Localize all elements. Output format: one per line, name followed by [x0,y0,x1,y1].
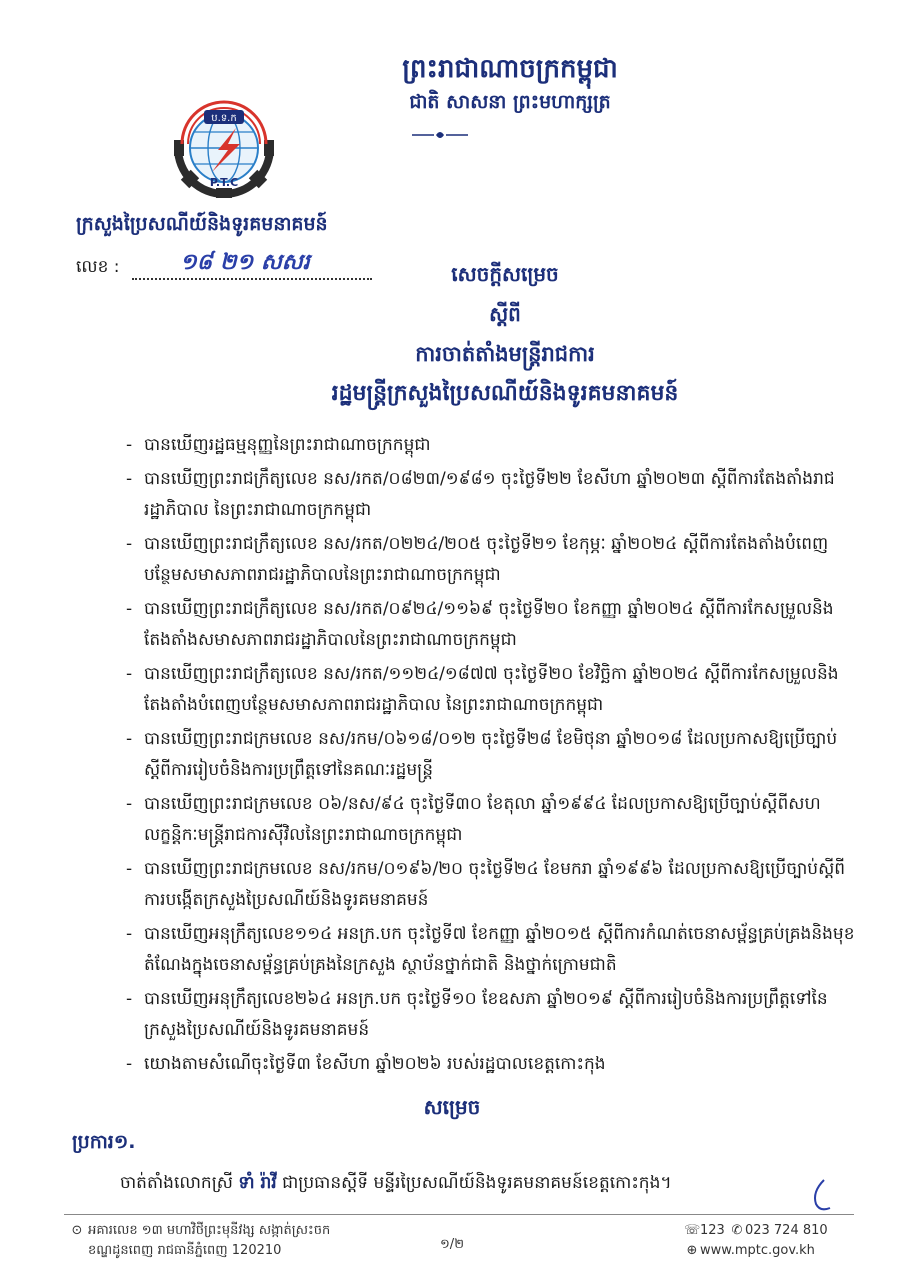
hotline-number: 123 [700,1223,725,1238]
divider-ornament [410,128,470,142]
list-item: - បានឃើញព្រះរាជក្រឹត្យលេខ នស/រកត/០២២៤/២០៥ ចុះថ្ងៃទី២១ ខែកុម្ភៈ ឆ្នាំ២០២៤ ស្តីពីការតែងតាំងបំពេញបន្ថែមសមាសភាពរាជរដ្ឋាភិបាលនៃព្រះរាជាណាចក្រកម្ពុជា [124,529,864,591]
number-label: លេខ : [76,257,120,277]
list-item: - បានឃើញអនុក្រឹត្យលេខ១១៤ អនក្រ.បក ចុះថ្ងៃទី៧ ខែកញ្ញា ឆ្នាំ២០១៥ ស្តីពីការកំណត់ចេនាសម្ព័ន្ធគ្រប់គ្រងនិងមុខតំណែងក្នុងចេនាសម្ព័ន្ធគ្រប់គ្រងនៃក្រសួង ស្ថាប័នថ្នាក់ជាតិ និងថ្នាក់ក្រោមជាតិ [124,919,864,981]
title-line-1: សេចក្តីសម្រេច [451,262,559,286]
address-line-1: អគារលេខ ១៣ មហាវិថីព្រះមុនីវង្ស សង្កាត់ស្រះចក [88,1223,331,1238]
logo-top-text: ប.ទ.ក [211,113,237,124]
title-line-3: ការចាត់តាំងមន្ត្រីរាជការ [415,342,595,366]
number-handwritten: ១៨ ២១ សសរ [180,250,310,275]
article-text-after: ជាប្រធានស្តីទី មន្ទីរប្រៃសណីយ៍និងទូរគមនាគមន៍ខេត្តកោះកុង។ [282,1173,672,1193]
list-item: - បានឃើញព្រះរាជក្រឹត្យលេខ នស/រកត/០៩២៤/១១៦៩ ចុះថ្ងៃទី២០ ខែកញ្ញា ឆ្នាំ២០២៤ ស្តីពីការកែសម្រួលនិងតែងតាំងសមាសភាពរាជរដ្ឋាភិបាលនៃព្រះរាជាណាចក្រកម្ពុជា [124,594,864,656]
page-number: ១/២ [439,1237,465,1252]
handwritten-mark-icon [808,1178,834,1214]
kingdom-title: ព្រះរាជាណាចក្រកម្ពុជា [402,54,618,84]
list-item: - បានឃើញព្រះរាជក្រឹត្យលេខ នស/រកត/១១២៤/១៨៧៧ ចុះថ្ងៃទី២០ ខែវិច្ឆិកា ឆ្នាំ២០២៤ ស្តីពីការកែសម្រួលនិងតែងតាំងបំពេញបន្ថែមសមាសភាពរាជរដ្ឋាភិបាល នៃព្រះរាជាណាចក្រកម្ពុជា [124,659,864,721]
list-item: - បានឃើញរដ្ឋធម្មនុញ្ញនៃព្រះរាជាណាចក្រកម្ពុជា [124,430,864,461]
list-item: - បានឃើញព្រះរាជក្រមលេខ ០៦/នស/៩៤ ចុះថ្ងៃទី៣០ ខែតុលា ឆ្នាំ១៩៩៤ ដែលប្រកាសឱ្យប្រើច្បាប់ស្តីពីសហលក្ខន្តិកៈមន្ត្រីរាជការស៊ីវិលនៃព្រះរាជាណាចក្រកម្ពុជា [124,789,864,851]
logo-bottom-text: P.T.C [209,176,239,189]
appointee-name: ទាំ រ៉ាវី [238,1173,277,1193]
phone-icon: ✆ [731,1223,743,1238]
considerations-list [124,430,864,1083]
globe-icon: ⊕ [686,1243,698,1258]
location-pin-icon: ⊙ [71,1223,83,1238]
article-title: ប្រការ១. [72,1131,136,1153]
address-line-2: ខណ្ឌដូនពេញ រាជធានីភ្នំពេញ 120210 [88,1243,282,1258]
footer-divider [64,1214,854,1215]
hotline-icon: ☏ [684,1223,701,1238]
list-item: - បានឃើញព្រះរាជក្រឹត្យលេខ នស/រកត/០៨២៣/១៩៨១ ចុះថ្ងៃទី២២ ខែសីហា ឆ្នាំ២០២៣ ស្តីពីការតែងតាំងរាជរដ្ឋាភិបាល នៃព្រះរាជាណាចក្រកម្ពុជា [124,464,864,526]
national-motto: ជាតិ សាសនា ព្រះមហាក្សត្រ [409,91,611,113]
article-body [120,1168,810,1198]
decision-title-block [260,254,750,414]
ministry-name: ក្រសួងប្រៃសណីយ៍និងទូរគមនាគមន៍ [76,213,328,235]
decision-heading: សម្រេច [423,1095,481,1119]
website-link[interactable]: www.mptc.gov.kh [700,1243,815,1258]
kingdom-header [250,52,770,116]
list-item: - បានឃើញអនុក្រឹត្យលេខ២៦៤ អនក្រ.បក ចុះថ្ងៃទី១០ ខែឧសភា ឆ្នាំ២០១៩ ស្តីពីការរៀបចំនិងការប្រព្រឹត្តទៅនៃក្រសួងប្រៃសណីយ៍និងទូរគមនាគមន៍ [124,984,864,1046]
list-item: - បានឃើញព្រះរាជក្រមលេខ នស/រកម/០១៩៦/២០ ចុះថ្ងៃទី២៤ ខែមករា ឆ្នាំ១៩៩៦ ដែលប្រកាសឱ្យប្រើច្បាប់ស្តីពីការបង្កើតក្រសួងប្រៃសណីយ៍និងទូរគមនាគមន៍ [124,854,864,916]
title-line-4: រដ្ឋមន្ត្រីក្រសួងប្រៃសណីយ៍និងទូរគមនាគមន៍ [331,381,679,406]
title-line-2: ស្តីពី [489,302,521,326]
article-text-before: ចាត់តាំងលោកស្រី [120,1173,233,1193]
list-item: - យោងតាមសំណើចុះថ្ងៃទី៣ ខែសីហា ឆ្នាំ២០២៦ របស់រដ្ឋបាលខេត្តកោះកុង [124,1049,864,1080]
list-item: - បានឃើញព្រះរាជក្រមលេខ នស/រកម/០៦១៨/០១២ ចុះថ្ងៃទី២៨ ខែមិថុនា ឆ្នាំ២០១៨ ដែលប្រកាសឱ្យប្រើច្បាប់ស្តីពីការរៀបចំនិងការប្រព្រឹត្តទៅនៃគណៈរដ្ឋមន្ត្រី [124,724,864,786]
phone-number: 023 724 810 [744,1223,828,1238]
footer-contact [684,1221,828,1261]
ministry-logo-icon [164,88,284,208]
